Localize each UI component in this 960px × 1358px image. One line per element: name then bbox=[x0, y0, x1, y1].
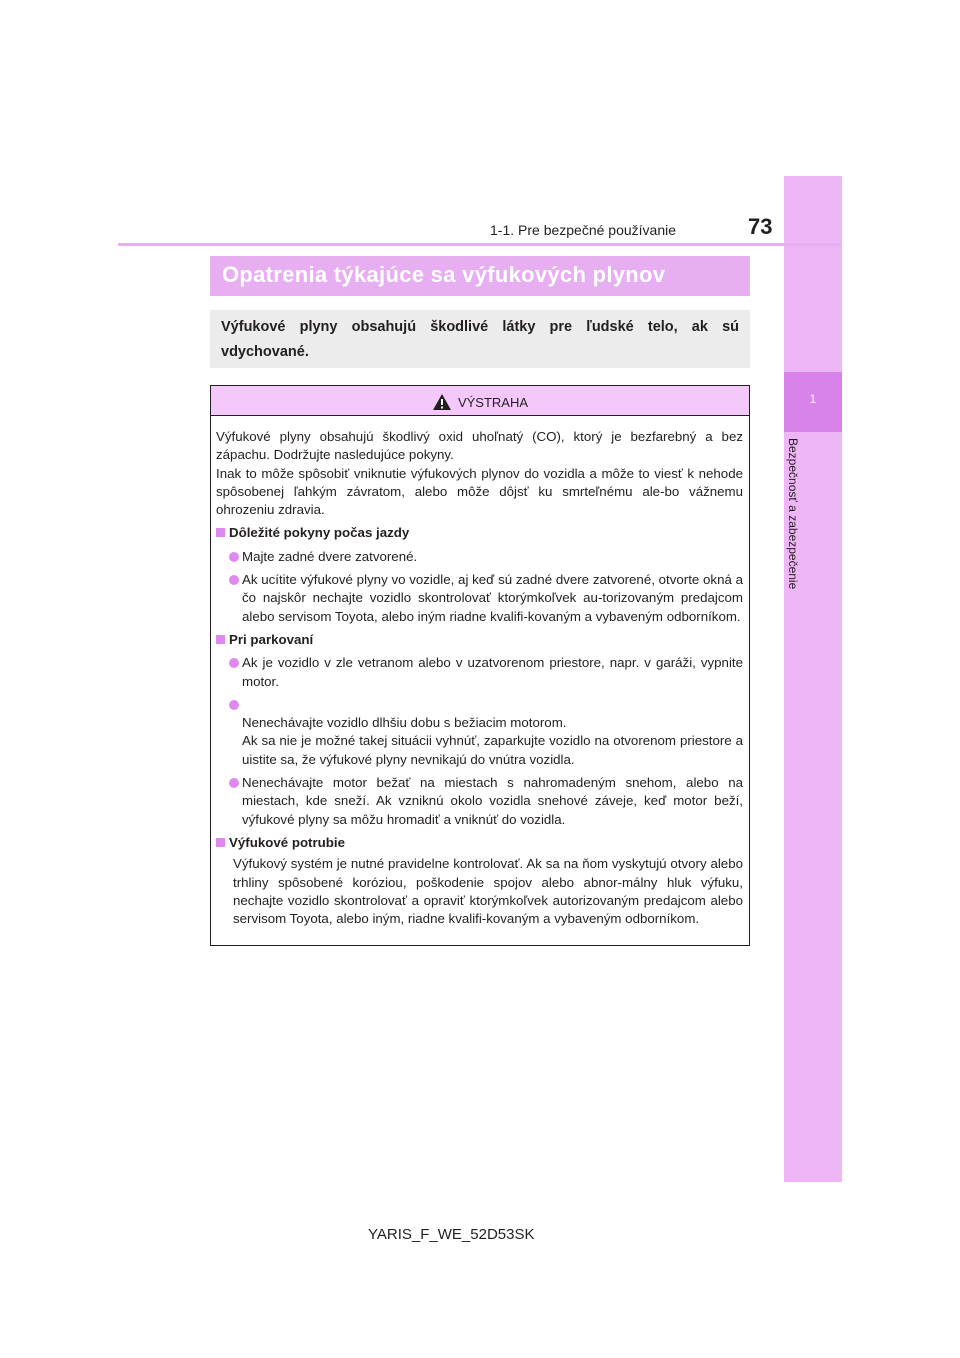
round-bullet-icon bbox=[229, 778, 239, 788]
warning-paragraph: Inak to môže spôsobiť vniknutie výfukových plynov do vozidla a môže to viesť k nehode spôsobenej ľahkým závratom, alebo môže dôjsť ku smrteľnému ale-bo vážnemu ohrozeniu zdravia. bbox=[216, 465, 743, 518]
round-bullet-icon bbox=[229, 575, 239, 585]
section-title-exhaust-pipe: Výfukové potrubie bbox=[216, 834, 743, 852]
section-title-driving: Dôležité pokyny počas jazdy bbox=[216, 524, 743, 542]
header-divider bbox=[118, 243, 841, 246]
warning-paragraph: Výfukové plyny obsahujú škodlivý oxid uhoľnatý (CO), ktorý je bezfarebný a bez zápachu. Dodržujte nasledujúce pokyny. bbox=[216, 429, 743, 463]
header-section-title: 1-1. Pre bezpečné používanie bbox=[490, 222, 677, 238]
page-number: 73 bbox=[748, 214, 773, 239]
list-item: Majte zadné dvere zatvorené. bbox=[216, 548, 743, 566]
intro-box bbox=[210, 310, 750, 368]
square-bullet-icon bbox=[216, 635, 225, 644]
warning-triangle-icon bbox=[432, 393, 452, 411]
warning-box bbox=[210, 385, 750, 946]
section-title-parking: Pri parkovaní bbox=[216, 631, 743, 649]
page-title: Opatrenia týkajúce sa výfukových plynov bbox=[210, 256, 750, 296]
warning-body bbox=[211, 416, 749, 928]
warning-header bbox=[211, 386, 749, 416]
intro-text: Výfukové plyny obsahujú škodlivé látky pre ľudské telo, ak sú vdychované. bbox=[221, 319, 739, 360]
list-item: Nenechávajte vozidlo dlhšiu dobu s bežiacim motorom. Ak sa nie je možné takej situácii vyhnúť, zaparkujte vozidlo na otvorenom priestore a uistite sa, že výfukové plyny nevnikajú do vnútra vozidla. bbox=[216, 696, 743, 769]
footer-code: YARIS_F_WE_52D53SK bbox=[368, 1226, 535, 1243]
section-text: Výfukový systém je nutné pravidelne kontrolovať. Ak sa na ňom vyskytujú otvory alebo trhliny spôsobené koróziou, poškodenie spojov alebo abnor-málny hluk výfuku, nechajte vozidlo skontrolovať a opraviť ktorýmkoľvek autorizovaným predajcom alebo servisom Toyota, alebo iným, riadne kvalifi-kovaným a vybaveným odborníkom. bbox=[233, 856, 743, 927]
round-bullet-icon bbox=[229, 700, 239, 710]
round-bullet-icon bbox=[229, 658, 239, 668]
warning-heading: VÝSTRAHA bbox=[457, 395, 529, 410]
list-item: Nenechávajte motor bežať na miestach s nahromadeným snehom, alebo na miestach, kde sneží. Ak vzniknú okolo vozidla snehové záveje, keď motor beží, výfukové plyny sa môžu hromadiť a vniknúť do vozidla. bbox=[216, 774, 743, 829]
square-bullet-icon bbox=[216, 528, 225, 537]
round-bullet-icon bbox=[229, 552, 239, 562]
square-bullet-icon bbox=[216, 838, 225, 847]
chapter-number: 1 bbox=[809, 392, 817, 406]
chapter-label-wrap bbox=[786, 438, 800, 628]
chapter-side-tab bbox=[784, 176, 842, 1182]
list-item: Ak je vozidlo v zle vetranom alebo v uzatvorenom priestore, napr. v garáži, vypnite motor. bbox=[216, 654, 743, 691]
list-item: Ak ucítite výfukové plyny vo vozidle, aj keď sú zadné dvere zatvorené, otvorte okná a čo najskôr nechajte vozidlo skontrolovať ktorýmkoľvek au-torizovaným predajcom alebo servisom Toyota, alebo iným riadne kvalifi-kovaným a vybaveným odborníkom. bbox=[216, 571, 743, 626]
chapter-label: Bezpečnosť a zabezpečenie bbox=[786, 438, 800, 590]
